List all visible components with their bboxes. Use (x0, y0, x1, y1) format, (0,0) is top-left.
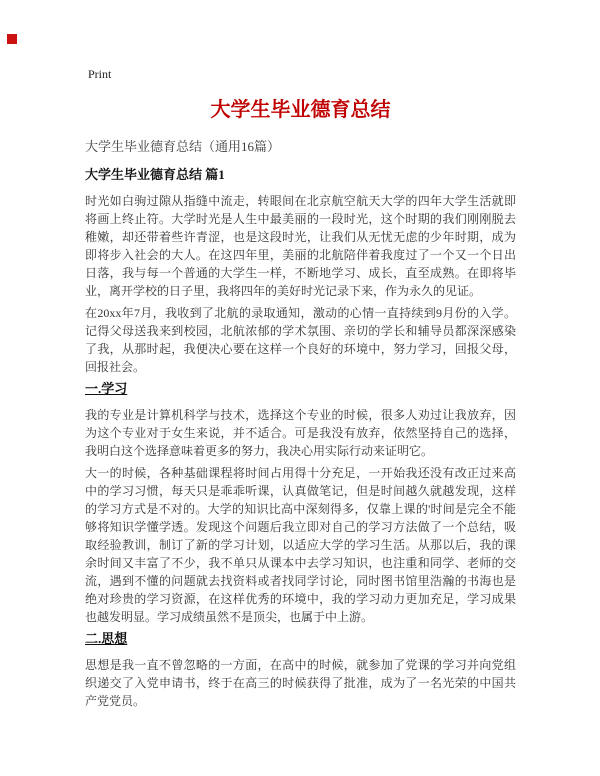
paragraph-intro-2: 在20xx年7月，我收到了北航的录取通知，激动的心情一直持续到9月份的入学。记得父母送我来到校园，北航浓郁的学术氛围、亲切的学长和辅导员都深深感染了我，从那时起，我便决心要在这样一个良好的环境中，努力学习，回报父母，回报社会。 (85, 306, 516, 374)
paragraph-study-2: 大一的时候，各种基础课程将时间占用得十分充足，一开始我还没有改正过来高中的学习习惯，每天只是乖乖听课，认真做笔记，但是时间越久就越发现，这样的学习方式是不对的。大学的知识比高中深刻得多，仅靠上课的'时间是完全不能够将知识学懂学透。发现这个问题后我立即对自己的学习方法做了一个总结，吸取经验教训，制订了新的学习计划，以适应大学的学习生活。从那以后，我的课余时间又丰富了不少，我不单只从课本中去学习知识，也注重和同学、老师的交流，遇到不懂的问题就去找资料或者找同学讨论，同时图书馆里浩瀚的书海也是绝对珍贵的学习资源，在这样优秀的环境中，我的学习动力更加充足，学习成果也越发明显。学习成绩虽然不是顶尖，也属于中上游。 (85, 466, 516, 624)
page-title: 大学生毕业德育总结 (210, 99, 391, 121)
paragraph-intro-1: 时光如白驹过隙从指缝中流走，转眼间在北京航空航天大学的四年大学生活就即将画上终止符。大学时光是人生中最美丽的一段时光，这个时期的我们刚刚脱去稚嫩，却还带着些许青涩，也是这段时光，让我们从无忧无虑的少年时期，成为即将步入社会的大人。在这四年里，美丽的北航陪伴着我度过了一个又一个日出日落，我与每一个普通的大学生一样，不断地学习、成长，直至成熟。在即将毕业，离开学校的日子里，我将四年的美好时光记录下来，作为永久的见证。 (85, 194, 516, 298)
article-subtitle: 大学生毕业德育总结（通用16篇） (85, 139, 281, 154)
heading-thought: 二.思想 (85, 631, 128, 646)
article-section-title: 大学生毕业德育总结 篇1 (85, 167, 225, 182)
article-content (85, 98, 516, 714)
red-square-marker (7, 34, 17, 44)
print-button[interactable]: Print (88, 67, 112, 81)
paragraph-thought-1: 思想是我一直不曾忽略的一方面，在高中的时候，就参加了党课的学习并向党组织递交了入党申请书，终于在高三的时候获得了批准，成为了一名光荣的中国共产党党员。 (85, 658, 516, 708)
paragraph-study-1: 我的专业是计算机科学与技术，选择这个专业的时候，很多人劝过让我放弃，因为这个专业对于女生来说，并不适合。可是我没有放弃，依然坚持自己的选择，我明白这个选择意味着更多的努力，我决心用实际行动来证明它。 (85, 408, 516, 458)
heading-study: 一.学习 (85, 381, 128, 396)
